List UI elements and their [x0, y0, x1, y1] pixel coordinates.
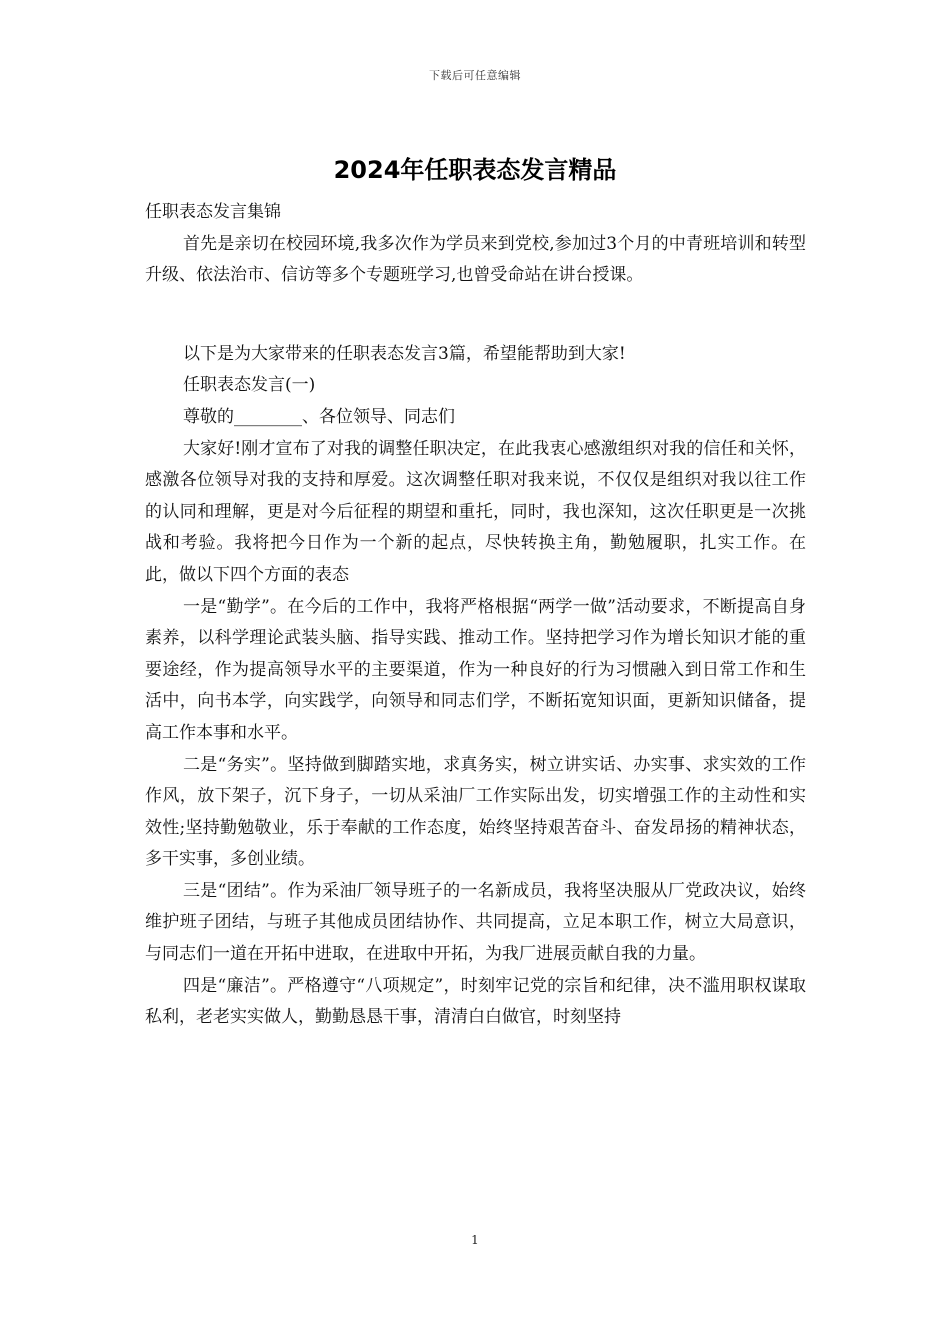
page-number: 1: [471, 1233, 479, 1247]
page-header: 下载后可任意编辑: [429, 69, 521, 82]
paragraph: 一是“勤学”。在今后的工作中，我将严格根据“两学一做”活动要求，不断提高自身素养，以科学理论武装头脑、指导实践、推动工作。坚持把学习作为增长知识才能的重要途经，作为提高领导水平的主要渠道，作为一种良好的行为习惯融入到日常工作和生活中，向书本学，向实践学，向领导和同志们学，不断拓宽知识面，更新知识储备，提高工作本事和水平。: [145, 596, 806, 743]
subheading: 任职表态发言(一): [183, 375, 316, 396]
paragraph: 四是“廉洁”。严格遵守“八项规定”，时刻牢记党的宗旨和纪律，决不滥用职权谋取私利，老老实实做人，勤勤恳恳干事，清清白白做官，时刻坚持: [145, 975, 806, 1028]
paragraph-gap: [145, 292, 806, 339]
salutation: 尊敬的________、各位领导、同志们: [183, 406, 455, 427]
section-heading: 任职表态发言集锦: [145, 202, 281, 222]
document-title: 2024年任职表态发言精品: [333, 156, 617, 184]
paragraph: 首先是亲切在校园环境,我多次作为学员来到党校,参加过3个月的中青班培训和转型升级、依法治市、信访等多个专题班学习,也曾受命站在讲台授课。: [145, 233, 806, 286]
paragraph: 大家好!刚才宣布了对我的调整任职决定，在此我衷心感激组织对我的信任和关怀，感激各位领导对我的支持和厚爱。这次调整任职对我来说，不仅仅是组织对我以往工作的认同和理解，更是对今后征程的期望和重托，同时，我也深知，这次任职更是一次挑战和考验。我将把今日作为一个新的起点，尽快转换主角，勤勉履职，扎实工作。在此，做以下四个方面的表态: [145, 438, 806, 585]
paragraph: 二是“务实”。坚持做到脚踏实地，求真务实，树立讲实话、办实事、求实效的工作作风，放下架子，沉下身子，一切从采油厂工作实际出发，切实增强工作的主动性和实效性;坚持勤勉敬业，乐于奉献的工作态度，始终坚持艰苦奋斗、奋发昂扬的精神状态，多干实事，多创业绩。: [145, 754, 806, 870]
document-body: [145, 197, 806, 1034]
paragraph: 三是“团结”。作为采油厂领导班子的一名新成员，我将坚决服从厂党政决议，始终维护班子团结，与班子其他成员团结协作、共同提高，立足本职工作，树立大局意识，与同志们一道在开拓中进取，在进取中开拓，为我厂进展贡献自我的力量。: [145, 880, 806, 965]
paragraph: 以下是为大家带来的任职表态发言3篇，希望能帮助到大家!: [183, 343, 626, 364]
